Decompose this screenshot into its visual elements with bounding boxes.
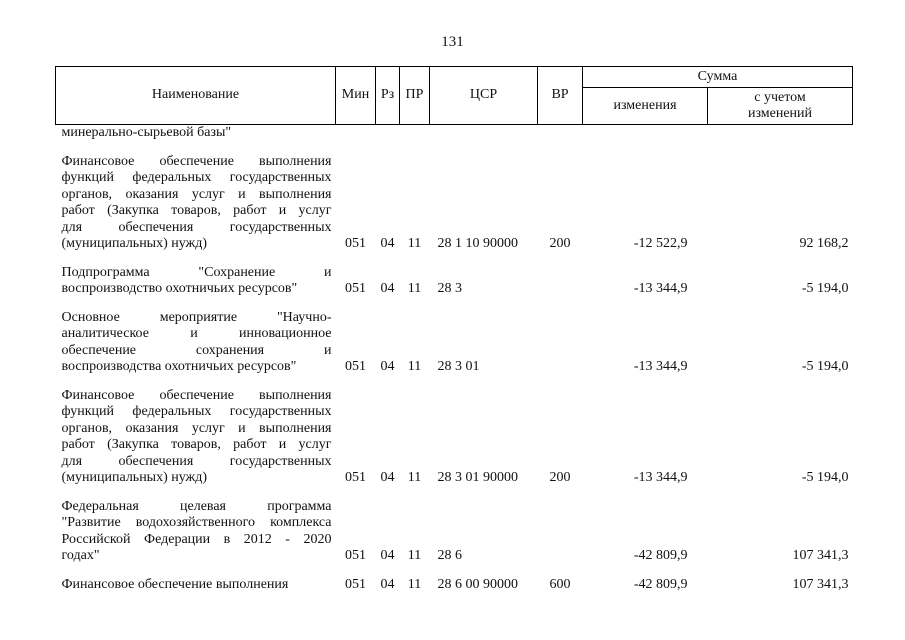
row-spacer-cell — [56, 565, 853, 577]
row-name-line: органов, оказания услуг и выполнения — [61, 420, 332, 436]
row-name-line: обеспечение сохранения и — [61, 342, 332, 358]
row-spacer-cell — [56, 376, 853, 388]
row-rz: 04 — [380, 281, 395, 296]
row-csr: 28 1 10 90000 — [437, 236, 518, 251]
row-name-line: (муниципальных) нужд) — [61, 236, 208, 251]
row-name — [56, 388, 336, 487]
row-name-line: для обеспечения государственных — [61, 453, 332, 469]
row-vr — [538, 310, 583, 376]
table-row — [56, 499, 853, 565]
row-name-line: аналитическое и инновационное — [61, 326, 332, 341]
row-spacer — [56, 376, 853, 388]
row-total: 107 341,3 — [792, 548, 849, 563]
row-pr: 11 — [407, 281, 422, 296]
header-min: Мин — [336, 67, 376, 125]
row-csr: 28 6 — [437, 548, 462, 563]
row-change: -42 809,9 — [633, 576, 688, 592]
row-vr — [538, 499, 583, 565]
row-rz: 04 — [380, 576, 395, 592]
header-vr: ВР — [538, 67, 583, 125]
row-name — [56, 125, 336, 142]
row-name-line: годах" — [61, 548, 100, 563]
row-total: -5 194,0 — [801, 281, 849, 296]
table-header — [56, 67, 853, 125]
row-min: 051 — [345, 281, 366, 296]
row-vr — [538, 125, 583, 142]
table-body — [56, 125, 853, 594]
row-change: -12 522,9 — [633, 236, 688, 251]
row-name-line: (муниципальных) нужд) — [61, 470, 208, 485]
row-pr — [400, 125, 430, 142]
row-min — [336, 125, 376, 142]
header-change: изменения — [583, 88, 708, 125]
row-change — [583, 125, 708, 142]
row-name-line: Финансовое обеспечение выполнения — [61, 576, 289, 592]
row-rz — [376, 125, 400, 142]
row-spacer-cell — [56, 253, 853, 265]
budget-table — [55, 66, 853, 593]
row-csr: 28 3 01 — [437, 359, 480, 374]
row-rz: 04 — [380, 359, 395, 374]
header-pr: ПР — [400, 67, 430, 125]
row-name-line: функций федеральных государственных — [61, 170, 332, 185]
table-row — [56, 310, 853, 376]
row-rz: 04 — [380, 548, 395, 563]
row-vr: 200 — [549, 236, 571, 251]
row-name-line: минерально-сырьевой базы" — [61, 125, 232, 140]
table-row — [56, 125, 853, 142]
row-name — [56, 499, 336, 565]
header-with-change-line1: с учетом — [754, 90, 806, 105]
row-pr: 11 — [407, 548, 422, 563]
row-name-line: воспроизводства охотничьих ресурсов" — [61, 359, 297, 374]
row-name-line: Федеральная целевая программа — [61, 498, 332, 514]
row-min: 051 — [345, 470, 366, 485]
row-rz: 04 — [380, 470, 395, 485]
header-name: Наименование — [56, 67, 336, 125]
row-csr — [430, 125, 538, 142]
row-total: -5 194,0 — [801, 359, 849, 374]
header-sum: Сумма — [583, 67, 853, 88]
row-vr — [538, 265, 583, 298]
row-total: 107 341,3 — [792, 576, 849, 592]
row-rz: 04 — [380, 236, 395, 251]
row-change: -13 344,9 — [633, 359, 688, 374]
row-name-line: органов, оказания услуг и выполнения — [61, 186, 332, 202]
page-number: 131 — [441, 34, 464, 50]
row-change: -13 344,9 — [633, 470, 688, 485]
table-row — [56, 577, 853, 594]
row-spacer — [56, 253, 853, 265]
row-total: 92 168,2 — [799, 236, 849, 251]
row-pr: 11 — [407, 470, 422, 485]
table-row — [56, 265, 853, 298]
row-min: 051 — [345, 576, 366, 592]
row-name-line: для обеспечения государственных — [61, 219, 332, 235]
row-name-line: воспроизводство охотничьих ресурсов" — [61, 281, 298, 296]
row-vr: 200 — [549, 470, 571, 485]
header-rz: Рз — [376, 67, 400, 125]
row-name-line: Основное мероприятие "Научно- — [61, 309, 332, 325]
row-name-line: Подпрограмма "Сохранение и — [61, 264, 332, 280]
header-with-change-line2: изменений — [747, 106, 813, 121]
row-spacer-cell — [56, 298, 853, 310]
row-name — [56, 577, 336, 594]
row-change: -42 809,9 — [633, 548, 688, 563]
row-spacer — [56, 487, 853, 499]
row-csr: 28 3 01 90000 — [437, 470, 518, 485]
row-pr: 11 — [407, 359, 422, 374]
row-spacer-cell — [56, 142, 853, 154]
row-name-line: работ (Закупка товаров, работ и услуг — [61, 203, 332, 218]
row-name-line: "Развитие водохозяйственного комплекса — [61, 515, 332, 530]
row-vr: 600 — [549, 576, 571, 592]
table-row — [56, 388, 853, 487]
row-pr: 11 — [407, 576, 422, 592]
row-min: 051 — [345, 236, 366, 251]
row-spacer — [56, 142, 853, 154]
table-row — [56, 154, 853, 253]
row-name — [56, 265, 336, 298]
row-name-line: функций федеральных государственных — [61, 404, 332, 419]
row-total: -5 194,0 — [801, 470, 849, 485]
row-change: -13 344,9 — [633, 281, 688, 296]
row-name-line: Финансовое обеспечение выполнения — [61, 153, 332, 169]
row-csr: 28 6 00 90000 — [437, 576, 518, 592]
header-csr: ЦСР — [430, 67, 538, 125]
row-min: 051 — [345, 359, 366, 374]
header-with-change — [708, 88, 853, 125]
row-name-line: Финансовое обеспечение выполнения — [61, 387, 332, 403]
row-spacer — [56, 298, 853, 310]
row-min: 051 — [345, 548, 366, 563]
row-spacer — [56, 565, 853, 577]
row-total — [708, 125, 853, 142]
row-spacer-cell — [56, 487, 853, 499]
row-name — [56, 310, 336, 376]
row-pr: 11 — [407, 236, 422, 251]
row-name — [56, 154, 336, 253]
row-name-line: Российской Федерации в 2012 - 2020 — [61, 531, 332, 547]
row-name-line: работ (Закупка товаров, работ и услуг — [61, 437, 332, 452]
row-csr: 28 3 — [437, 281, 462, 296]
